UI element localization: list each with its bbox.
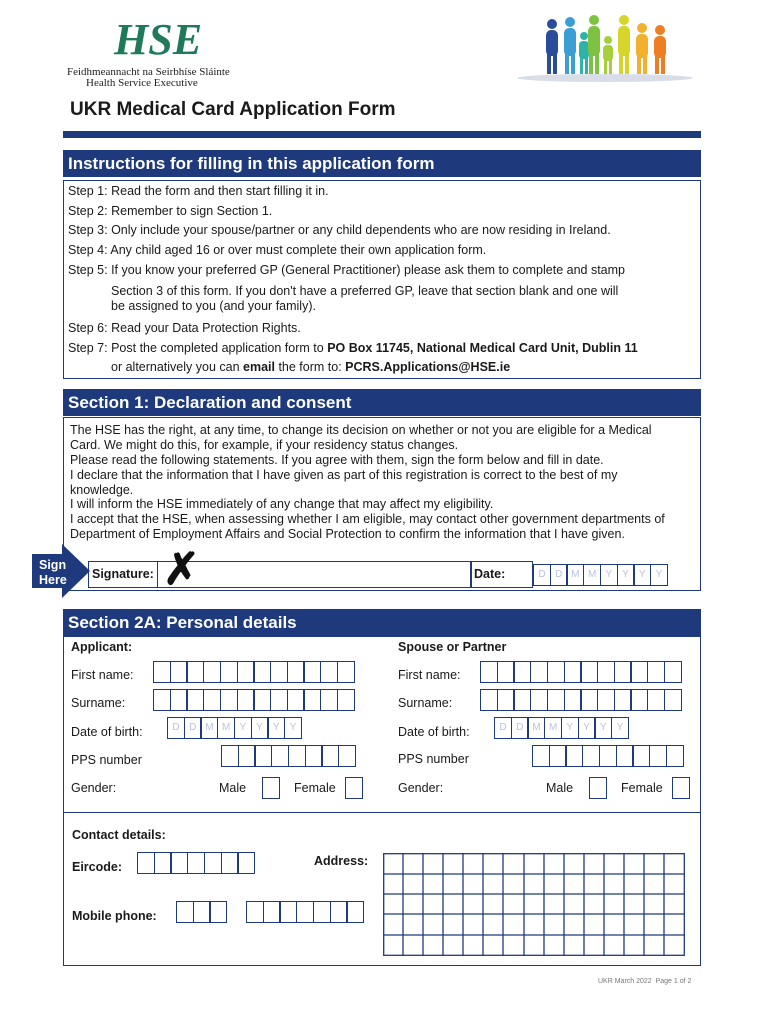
mobile-label: Mobile phone: [72, 909, 157, 923]
date-cell[interactable]: M [566, 564, 584, 586]
eircode-label: Eircode: [72, 860, 123, 874]
applicant-female-label: Female [294, 781, 336, 795]
spouse-male-label: Male [546, 781, 574, 795]
address-label: Address: [314, 854, 369, 868]
spouse-female-checkbox[interactable] [672, 777, 690, 799]
sign-here-label: Sign [39, 558, 67, 572]
mobile-number-input[interactable] [246, 901, 363, 923]
step-7 [68, 341, 638, 355]
applicant-heading: Applicant: [71, 640, 133, 654]
title-rule [63, 131, 701, 138]
step-2: Step 2: Remember to sign Section 1. [68, 204, 273, 218]
declaration-line: Department of Employment Affairs and Social Protection to confirm the information that I have given. [70, 527, 625, 541]
form-title: UKR Medical Card Application Form [70, 99, 396, 120]
sign-here-label: Here [39, 573, 67, 587]
footer-version: UKR March 2022 [598, 978, 652, 985]
spouse-female-label: Female [621, 781, 663, 795]
spouse-pps-input[interactable] [532, 745, 682, 767]
declaration-line: I will inform the HSE immediately of any change that may affect my eligibility. [70, 497, 494, 511]
declaration-line: I declare that the information that I have given as part of this registration is correct to the best of my [70, 468, 618, 482]
step-1: Step 1: Read the form and then start filling it in. [68, 184, 329, 198]
svg-text:HSE: HSE [114, 15, 203, 64]
declaration-line: knowledge. [70, 483, 134, 497]
spouse-dob-label: Date of birth: [398, 725, 470, 739]
step-7-line-2: or alternatively you can email the form to: PCRS.Applications@HSE.ie [111, 360, 511, 374]
signature-x-mark: ✗ [163, 545, 200, 594]
applicant-female-checkbox[interactable] [345, 777, 363, 799]
footer-page: Page 1 of 2 [655, 978, 692, 985]
spouse-gender-label: Gender: [398, 781, 444, 795]
applicant-first-name-input[interactable] [153, 661, 353, 683]
section-2a-heading: Section 2A: Personal details [63, 609, 701, 636]
mobile-prefix-input[interactable] [176, 901, 226, 923]
declaration-line: I accept that the HSE, when assessing whether I am eligible, may contact other government departments of [70, 512, 665, 526]
address-grid[interactable] [383, 853, 685, 956]
email-address: PCRS.Applications@HSE.ie [345, 360, 511, 374]
date-cell[interactable]: Y [633, 564, 651, 586]
spouse-first-name-label: First name: [398, 668, 461, 682]
org-name-irish: Feidhmeannacht na Seirbhíse Sláinte [67, 66, 230, 78]
date-cell[interactable]: Y [650, 564, 668, 586]
step-7-prefix: Step 7: Post the completed application form to [68, 341, 328, 355]
declaration-line: Card. We might do this, for example, if your residency status changes. [70, 438, 459, 452]
spouse-pps-label: PPS number [398, 752, 469, 766]
date-cell[interactable]: Y [617, 564, 635, 586]
footer [598, 978, 691, 985]
applicant-pps-input[interactable] [221, 745, 355, 767]
spouse-surname-label: Surname: [398, 696, 453, 710]
signature-date-input[interactable] [533, 564, 667, 586]
signature-label: Signature: [92, 567, 154, 581]
step-5-cont-2: be assigned to you (and your family). [111, 299, 316, 313]
people-illustration [512, 10, 698, 84]
date-cell[interactable]: D [533, 564, 551, 586]
spouse-dob-input[interactable]: D D M M Y Y Y Y [494, 717, 628, 739]
spouse-male-checkbox[interactable] [589, 777, 607, 799]
org-name-english: Health Service Executive [86, 77, 198, 89]
applicant-dob-label: Date of birth: [71, 725, 143, 739]
step-4: Step 4: Any child aged 16 or over must complete their own application form. [68, 243, 487, 257]
contact-divider [63, 812, 701, 813]
instructions-heading: Instructions for filling in this application form [63, 150, 701, 177]
spouse-heading: Spouse or Partner [398, 640, 507, 654]
applicant-first-name-label: First name: [71, 668, 134, 682]
declaration-line: Please read the following statements. If you agree with them, sign the form below and fill in date. [70, 453, 604, 467]
step-3: Step 3: Only include your spouse/partner or any child dependents who are now residing in Ireland. [68, 223, 611, 237]
step-5: Step 5: If you know your preferred GP (General Practitioner) please ask them to complete and stamp [68, 263, 625, 277]
applicant-male-checkbox[interactable] [262, 777, 280, 799]
applicant-male-label: Male [219, 781, 247, 795]
applicant-dob-input[interactable]: D D M M Y Y Y Y [167, 717, 301, 739]
step-7-address: PO Box 11745, National Medical Card Unit, Dublin 11 [327, 341, 638, 355]
contact-heading: Contact details: [72, 828, 166, 842]
step-6: Step 6: Read your Data Protection Rights. [68, 321, 301, 335]
applicant-pps-label: PPS number [71, 753, 142, 767]
applicant-surname-label: Surname: [71, 696, 126, 710]
declaration-line: The HSE has the right, at any time, to change its decision on whether or not you are eligible for a Medical [70, 423, 652, 437]
hse-logo [112, 12, 203, 64]
date-cell[interactable]: Y [600, 564, 618, 586]
step-5-cont-1: Section 3 of this form. If you don't have a preferred GP, leave that section blank and one will [111, 284, 619, 298]
spouse-surname-input[interactable] [480, 689, 680, 711]
date-cell[interactable]: M [583, 564, 601, 586]
spouse-first-name-input[interactable] [480, 661, 680, 683]
date-cell[interactable]: D [550, 564, 568, 586]
eircode-input[interactable] [137, 852, 254, 874]
applicant-gender-label: Gender: [71, 781, 117, 795]
applicant-surname-input[interactable] [153, 689, 353, 711]
date-label: Date: [474, 567, 506, 581]
section-1-heading: Section 1: Declaration and consent [63, 389, 701, 416]
